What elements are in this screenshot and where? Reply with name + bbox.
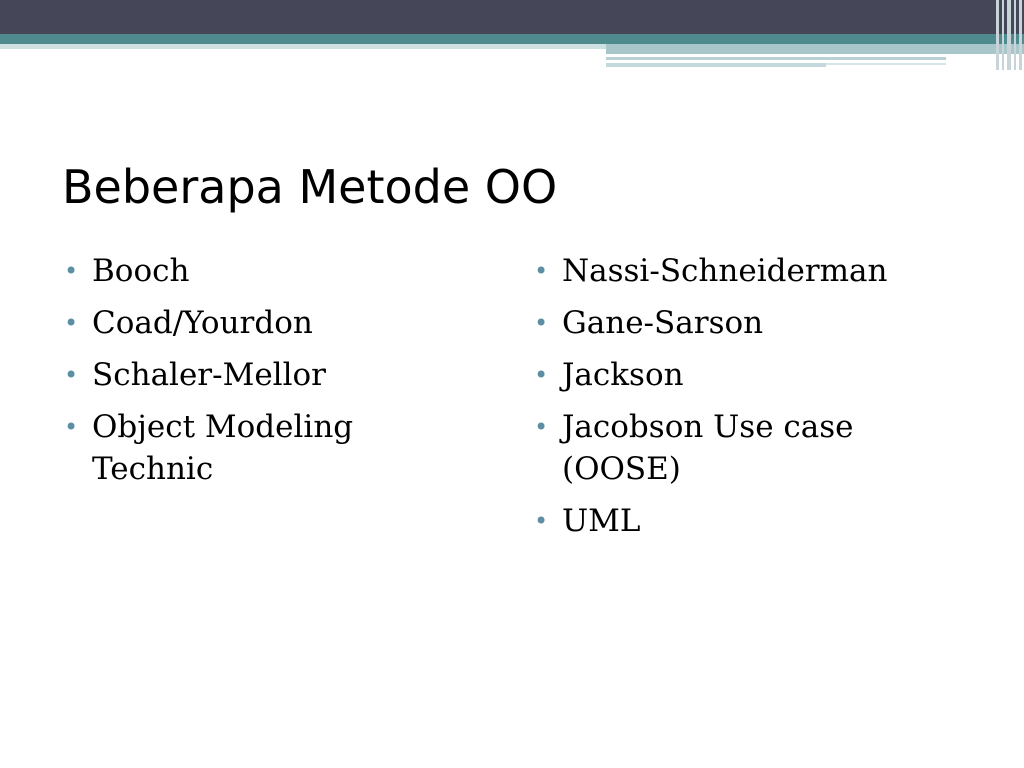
list-item-text: Coad/Yourdon: [92, 305, 313, 341]
bullet-list-left: [64, 250, 422, 500]
bullet-icon: •: [64, 257, 79, 285]
list-item: [534, 406, 982, 490]
list-item-text: Booch: [92, 253, 190, 289]
bullet-list-right: [534, 250, 982, 552]
list-item: [534, 302, 982, 344]
slide-title: Beberapa Metode OO: [62, 160, 558, 214]
bullet-icon: •: [534, 413, 549, 441]
bullet-icon: •: [534, 257, 549, 285]
list-item: [64, 354, 422, 396]
list-item-text: Nassi-Schneiderman: [562, 253, 888, 289]
list-item-text: Jackson: [562, 357, 684, 393]
list-item-text: Object Modeling Technic: [92, 409, 354, 487]
list-item: [534, 500, 982, 542]
header-light-band: [0, 44, 606, 49]
bullet-icon: •: [64, 413, 79, 441]
header-stripe: [606, 57, 946, 60]
bullet-icon: •: [534, 361, 549, 389]
bullet-icon: •: [64, 361, 79, 389]
header-vertical-bars: [996, 0, 1024, 70]
header-stripe: [606, 63, 826, 67]
header-stripe: [606, 44, 1024, 54]
list-item: [64, 302, 422, 344]
header-teal-band: [0, 34, 1024, 44]
list-item: [534, 354, 982, 396]
bullet-icon: •: [64, 309, 79, 337]
bullet-icon: •: [534, 507, 549, 535]
list-item: [64, 406, 422, 490]
header-dark-band: [0, 0, 1024, 34]
list-item: [64, 250, 422, 292]
list-item-text: UML: [562, 503, 641, 539]
header-stripe: [826, 63, 946, 65]
list-item-text: Schaler-Mellor: [92, 357, 326, 393]
list-item: [534, 250, 982, 292]
bullet-icon: •: [534, 309, 549, 337]
list-item-text: Jacobson Use case (OOSE): [562, 409, 854, 487]
list-item-text: Gane-Sarson: [562, 305, 764, 341]
